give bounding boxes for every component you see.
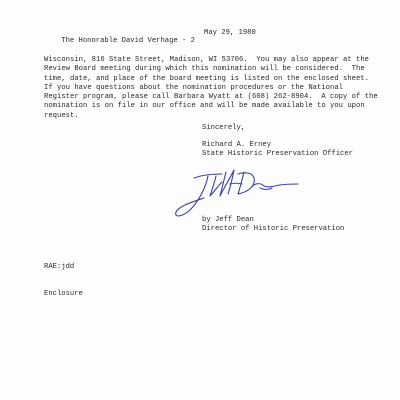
- letter-date: May 29, 1980: [204, 29, 256, 37]
- body-line: Review Board meeting during which this nomination will be considered. The: [44, 65, 365, 74]
- closing-salutation: Sincerely,: [202, 124, 246, 132]
- body-line: Wisconsin, 816 State Street, Madison, WI 53706. You may also appear at the: [44, 56, 369, 64]
- signer-title: Director of Historic Preservation: [202, 225, 345, 233]
- signature-strokes: [176, 170, 298, 216]
- typist-initials: RAE:jdd: [44, 262, 75, 271]
- body-line: request.: [44, 111, 79, 120]
- letter-footer: [44, 244, 83, 318]
- handwritten-signature: [168, 162, 308, 222]
- body-paragraph: [44, 56, 378, 121]
- closing-name: Richard A. Erney: [202, 141, 272, 149]
- body-line: time, date, and place of the board meeting is listed on the enclosed sheet.: [44, 74, 369, 83]
- closing-title: State Historic Preservation Officer: [202, 150, 353, 158]
- enclosure-note: Enclosure: [44, 290, 83, 299]
- body-line: nomination is on file in our office and will be made available to you upon: [44, 102, 365, 111]
- signer-by-line: by Jeff Dean: [202, 216, 254, 224]
- recipient-page-line: The Honorable David Verhage - 2: [61, 37, 195, 45]
- body-line: If you have questions about the nomination procedures or the National: [44, 83, 343, 92]
- body-line: Register program, please call Barbara Wyatt at (608) 262-8904. A copy of the: [44, 93, 378, 102]
